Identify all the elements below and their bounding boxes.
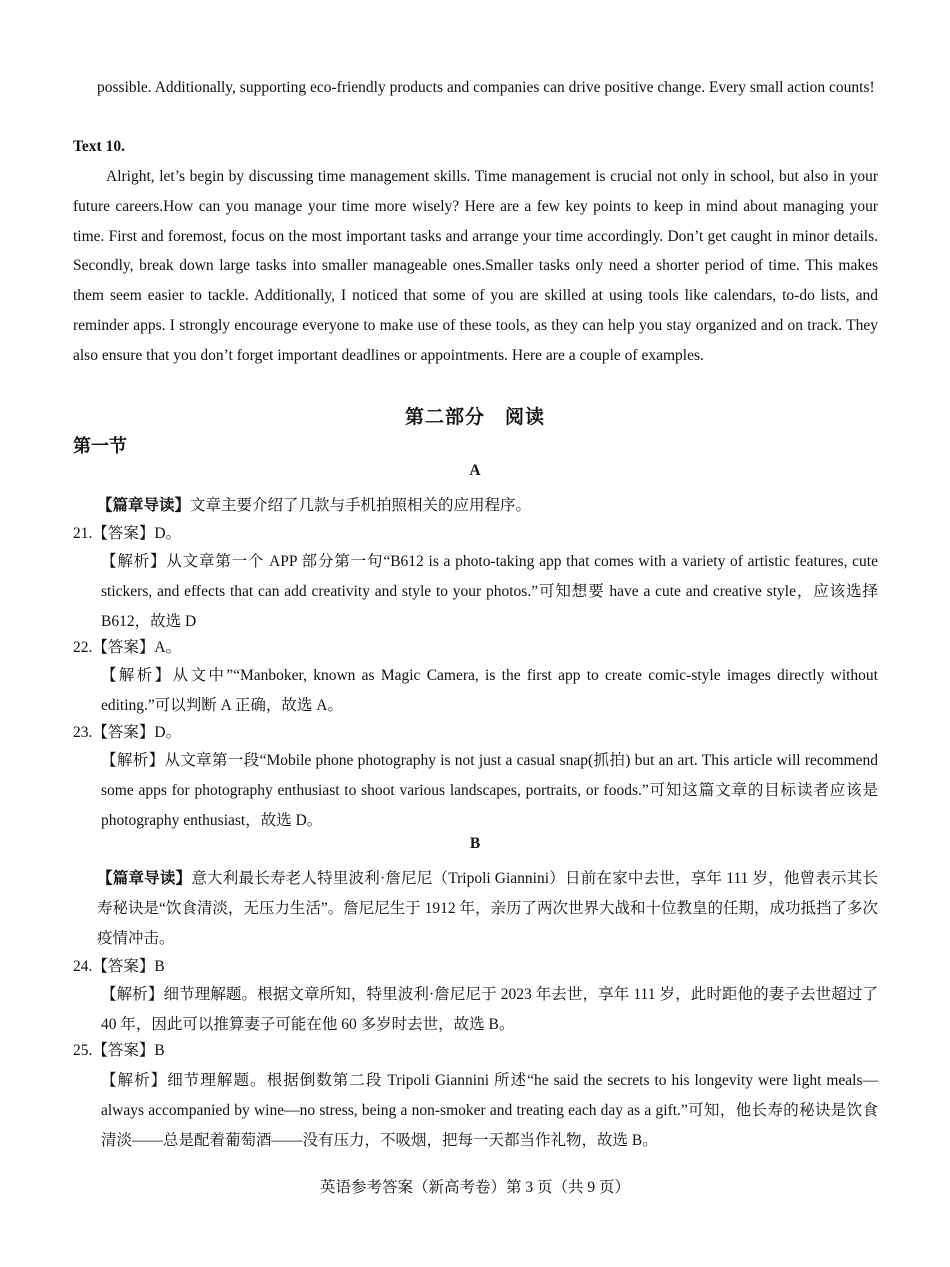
answer-text: 【答案】D。 bbox=[92, 724, 182, 741]
text10-body: Alright, let’s begin by discussing time management skills. Time management is crucial not only in school, but also in your future careers.How can you manage your time more wisely? Here are a few key points to keep in mind about managing your time. First and foremost, focus on the most important tasks and arrange your time accordingly. Don’t get caught in minor details. Secondly, break down large tasks into smaller manageable ones.Smaller tasks only need a shorter period of time. This makes them seem easier to tackle. Additionally, I noticed that some of you are skilled at using tools like calendars, to-do lists, and reminder apps. I strongly encourage everyone to make use of these tools, as they can help you stay organized and on track. They also ensure that you don’t forget important deadlines or appointments. Here are a couple of examples. bbox=[73, 168, 878, 364]
guide-text: 意大利最长寿老人特里波利·詹尼尼（Tripoli Giannini）日前在家中去世，享年 111 岁，他曾表示其长寿秘诀是“饮食清淡，无压力生活”。詹尼尼生于 1912 年，亲历了两次世界大战和十位教皇的任期，成功抵挡了多次疫情冲击。 bbox=[97, 870, 879, 947]
question-24-analysis: 【解析】细节理解题。根据文章所知，特里波利·詹尼尼于 2023 年去世，享年 111 岁，此时距他的妻子去世超过了 40 年，因此可以推算妻子可能在他 60 多岁时去世，故选 B。 bbox=[101, 986, 878, 1033]
question-number: 22. bbox=[73, 639, 93, 656]
answer-text: 【答案】B bbox=[92, 958, 165, 975]
text10-heading: Text 10. bbox=[73, 138, 125, 155]
passage-a-guide bbox=[97, 491, 531, 521]
question-number: 23. bbox=[73, 724, 93, 741]
question-number: 25. bbox=[73, 1042, 93, 1059]
question-24-answer bbox=[73, 952, 165, 982]
text9-tail-paragraph: possible. Additionally, supporting eco-friendly products and companies can drive positive change. Every small action counts! bbox=[97, 79, 875, 96]
question-number: 24. bbox=[73, 958, 93, 975]
guide-text: 文章主要介绍了几款与手机拍照相关的应用程序。 bbox=[190, 497, 532, 514]
part-two-title: 第二部分 阅读 bbox=[404, 407, 545, 428]
guide-label: 【篇章导读】 bbox=[97, 870, 192, 887]
question-number: 21. bbox=[73, 525, 93, 542]
page-footer: 英语参考答案（新高考卷）第 3 页（共 9 页） bbox=[319, 1179, 630, 1196]
question-23-analysis: 【解析】从文章第一段“Mobile phone photography is not just a casual snap(抓拍) but an art. This article will recommend some apps for photography enthusiast to shoot various landscapes, portraits, or foods.”可知这篇文章的目标读者应该是 photography enthusiast，故选 D。 bbox=[101, 752, 878, 829]
question-25-analysis: 【解析】细节理解题。根据倒数第二段 Tripoli Giannini 所述“he said the secrets to his longevity were light meals—always accompanied by wine—no stress, being a non-smoker and treating each day as a gift.”可知，他长寿的秘诀是饮食清淡——总是配着葡萄酒——没有压力，不吸烟，把每一天都当作礼物，故选 B。 bbox=[101, 1072, 878, 1149]
answer-text: 【答案】D。 bbox=[92, 525, 182, 542]
answer-text: 【答案】A。 bbox=[92, 639, 182, 656]
answer-text: 【答案】B bbox=[92, 1042, 165, 1059]
question-22-analysis: 【解析】从文中”“Manboker, known as Magic Camera, is the first app to create comic-style images directly without editing.”可以判断 A 正确，故选 A。 bbox=[101, 667, 878, 714]
section-one-title: 第一节 bbox=[73, 436, 127, 456]
passage-b-label: B bbox=[469, 835, 481, 852]
passage-b-guide bbox=[97, 864, 878, 953]
question-23-answer bbox=[73, 718, 181, 748]
guide-label: 【篇章导读】 bbox=[97, 497, 191, 514]
question-22-answer bbox=[73, 633, 181, 663]
question-25-answer bbox=[73, 1036, 165, 1066]
passage-a-label: A bbox=[469, 462, 481, 479]
question-21-analysis: 【解析】从文章第一个 APP 部分第一句“B612 is a photo-taking app that comes with a variety of artistic features, cute stickers, and effects that can add creativity and style to your photos.”可知想要 have a cute and creative style，应该选择 B612，故选 D bbox=[101, 553, 878, 630]
question-21-answer bbox=[73, 519, 181, 549]
